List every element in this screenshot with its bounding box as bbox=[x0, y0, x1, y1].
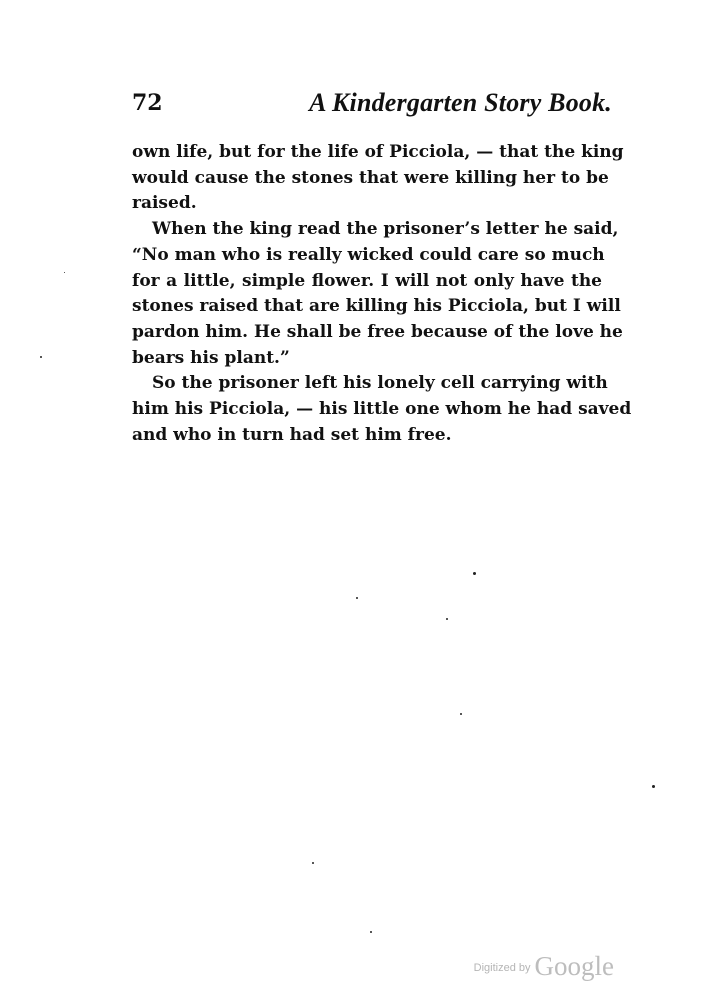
digitized-by-text: Digitized by bbox=[473, 962, 531, 974]
digitized-watermark bbox=[474, 950, 614, 980]
text-line: “No man who is really wicked could care so much bbox=[132, 244, 605, 265]
paragraph-3 bbox=[132, 371, 632, 448]
text-line: for a little, simple flower. I will not only have the bbox=[132, 270, 602, 291]
scan-speck bbox=[312, 862, 314, 864]
text-line: raised. bbox=[132, 193, 197, 214]
scan-speck bbox=[40, 356, 42, 358]
page-number: 72 bbox=[132, 90, 163, 116]
text-line: stones raised that are killing his Picciola, but I will bbox=[132, 296, 621, 317]
text-line: would cause the stones that were killing her to be bbox=[132, 167, 609, 188]
scan-speck bbox=[64, 272, 65, 273]
scan-speck bbox=[370, 931, 372, 933]
text-line: So the prisoner left his lonely cell carrying with bbox=[152, 373, 608, 394]
scan-speck bbox=[356, 597, 358, 599]
page-header bbox=[132, 88, 612, 122]
text-line: and who in turn had set him free. bbox=[132, 424, 452, 445]
paragraph-2 bbox=[132, 217, 623, 371]
body-text bbox=[132, 140, 632, 448]
text-line: When the king read the prisoner’s letter he said, bbox=[152, 219, 619, 240]
text-line: bears his plant.” bbox=[132, 347, 290, 368]
text-line: him his Picciola, — his little one whom he had saved bbox=[132, 399, 632, 420]
scan-speck bbox=[460, 713, 462, 715]
scan-speck bbox=[473, 572, 476, 575]
running-title: A Kindergarten Story Book. bbox=[309, 88, 612, 117]
paragraph-1 bbox=[132, 140, 624, 217]
google-logo: Google bbox=[534, 951, 614, 981]
text-line: own life, but for the life of Picciola, — that the king bbox=[132, 142, 624, 162]
text-line: pardon him. He shall be free because of the love he bbox=[132, 321, 623, 342]
scan-speck bbox=[446, 618, 448, 620]
scan-speck bbox=[652, 785, 655, 788]
